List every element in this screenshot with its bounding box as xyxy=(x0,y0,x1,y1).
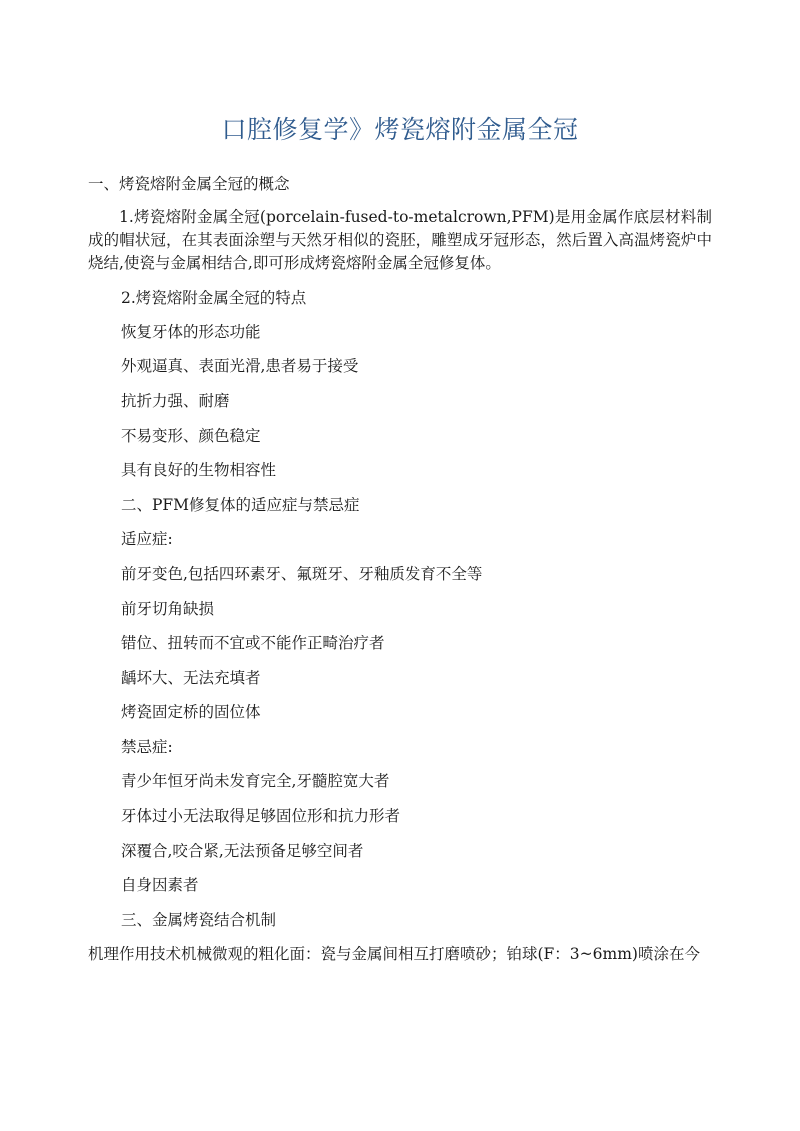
contraindication-item: 自身因素者 xyxy=(121,876,199,894)
section-1-heading: 一、烤瓷熔附金属全冠的概念 xyxy=(88,175,290,193)
indication-item: 龋坏大、无法充填者 xyxy=(121,669,261,687)
indications-label: 适应症: xyxy=(121,530,173,548)
contraindication-item: 青少年恒牙尚未发育完全,牙髓腔宽大者 xyxy=(121,772,390,790)
indication-item: 错位、扭转而不宜或不能作正畸治疗者 xyxy=(121,634,385,652)
features-heading: 2.烤瓷熔附金属全冠的特点 xyxy=(121,289,307,307)
feature-item: 具有良好的生物相容性 xyxy=(121,461,277,479)
paragraph-definition: 1.烤瓷熔附金属全冠(porcelain-fused-to-metalcrown,PFM)是用金属作底层材料制成的帽状冠，在其表面涂塑与天然牙相似的瓷胚，雕塑成牙冠形态，然后置入高温烤瓷炉中烧结,使瓷与金属相结合,即可形成烤瓷熔附金属全冠修复体。 xyxy=(88,208,712,272)
paragraph-mechanism: 机理作用技术机械微观的粗化面：瓷与金属间相互打磨喷砂；铂球(F：3~6mm)喷涂在今 xyxy=(88,945,700,963)
document-title: 口腔修复学》烤瓷熔附金属全冠 xyxy=(221,115,579,144)
feature-item: 外观逼真、表面光滑,患者易于接受 xyxy=(121,357,359,375)
contraindication-item: 牙体过小无法取得足够固位形和抗力形者 xyxy=(121,807,401,825)
feature-item: 抗折力强、耐磨 xyxy=(121,392,230,410)
contraindications-label: 禁忌症: xyxy=(121,738,173,756)
indication-item: 前牙变色,包括四环素牙、氟斑牙、牙釉质发育不全等 xyxy=(121,565,483,583)
indication-item: 烤瓷固定桥的固位体 xyxy=(121,703,261,721)
section-3-heading: 三、金属烤瓷结合机制 xyxy=(121,911,277,929)
contraindication-item: 深覆合,咬合紧,无法预备足够空间者 xyxy=(121,842,364,860)
indication-item: 前牙切角缺损 xyxy=(121,600,215,618)
feature-item: 恢复牙体的形态功能 xyxy=(121,323,261,341)
section-2-heading: 二、PFM修复体的适应症与禁忌症 xyxy=(121,496,360,514)
feature-item: 不易变形、颜色稳定 xyxy=(121,427,261,445)
